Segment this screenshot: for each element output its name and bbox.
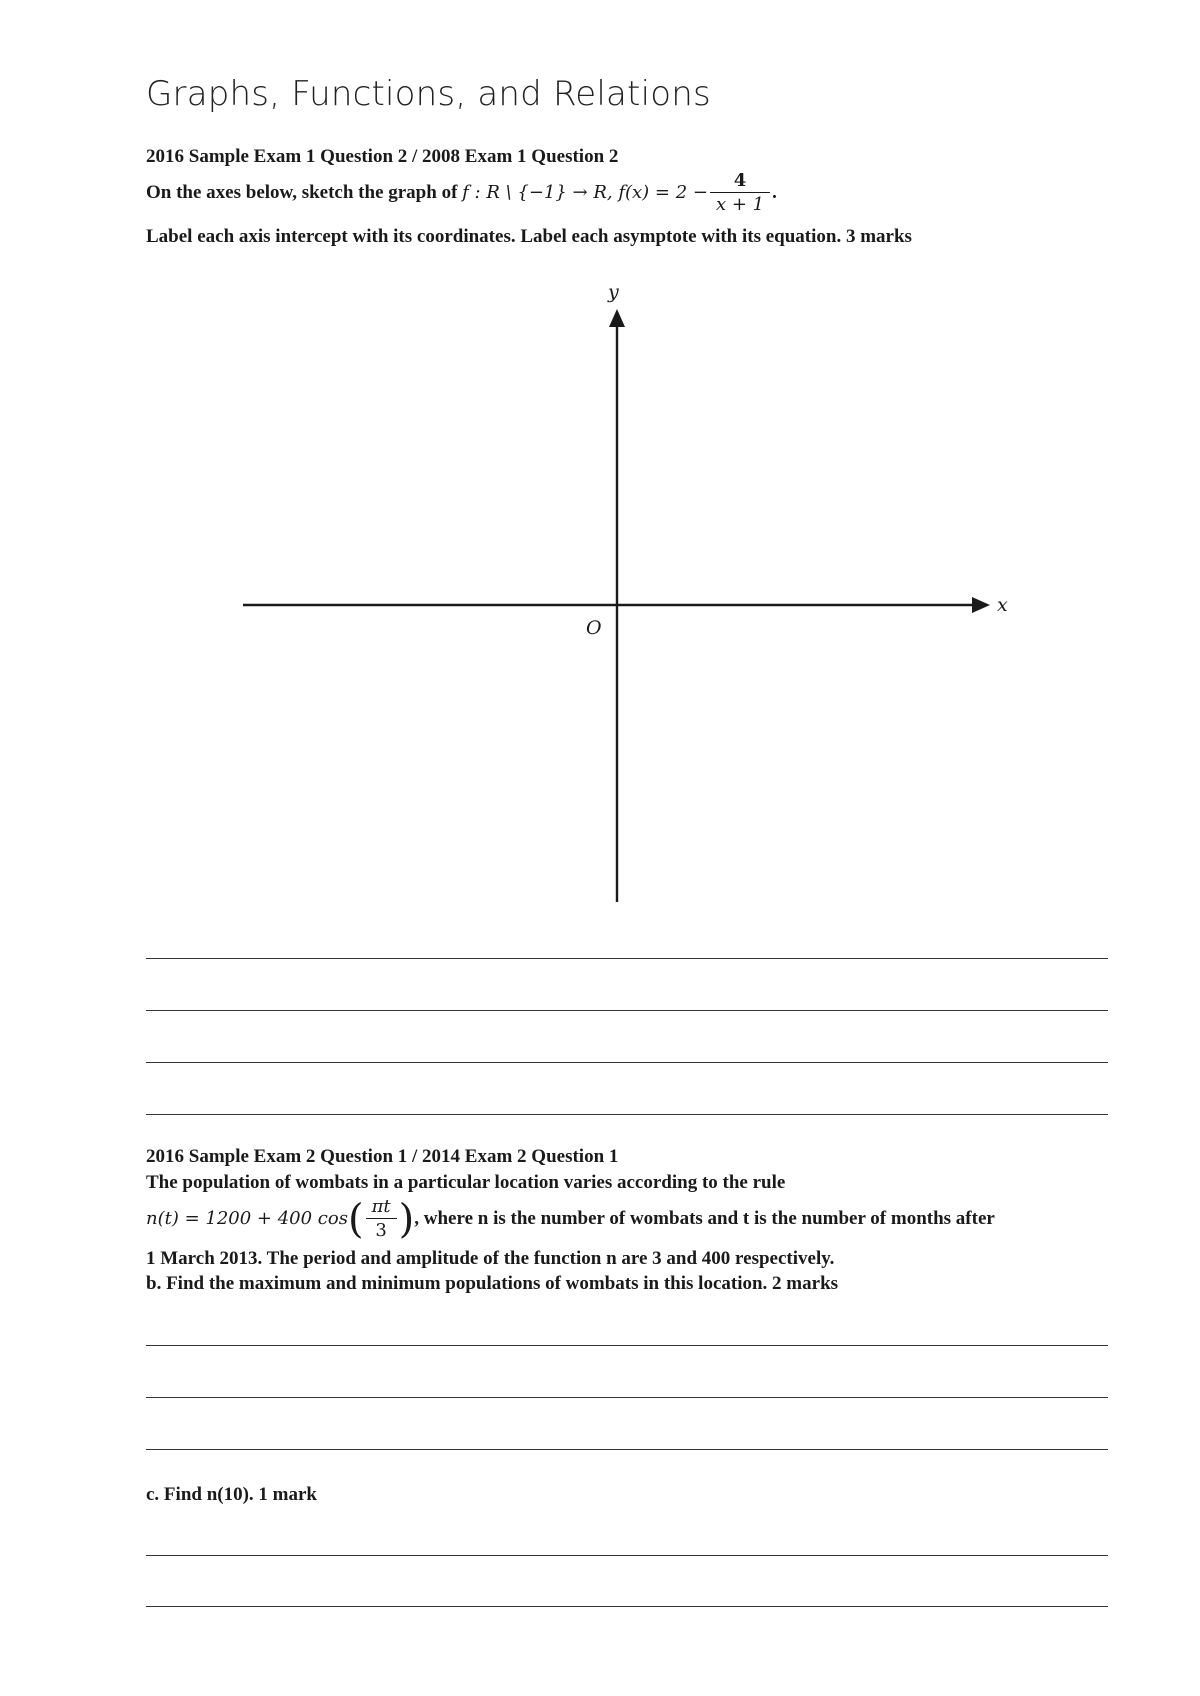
answer-line[interactable] — [146, 1062, 1108, 1063]
question2-context: 1 March 2013. The period and amplitude of the function n are 3 and 400 respectively. — [146, 1248, 835, 1269]
answer-line[interactable] — [146, 1555, 1108, 1556]
question1-fraction-denominator: x + 1 — [710, 192, 770, 217]
question2-rule — [146, 1196, 995, 1243]
question2-heading: 2016 Sample Exam 2 Question 1 / 2014 Exam 2 Question 1 — [146, 1146, 619, 1167]
question1-prompt-suffix: . — [772, 181, 777, 203]
question2-rule-fraction-denominator: 3 — [366, 1218, 397, 1243]
question2-rule-tail: , where n is the number of wombats and t is the number of months after — [414, 1207, 995, 1229]
answer-line[interactable] — [146, 1449, 1108, 1450]
answer-line[interactable] — [146, 1010, 1108, 1011]
question1-prompt-prefix: On the axes below, sketch the graph of — [146, 181, 463, 203]
question1-heading: 2016 Sample Exam 1 Question 2 / 2008 Exam 1 Question 2 — [146, 146, 619, 167]
y-axis-label: y — [608, 281, 619, 303]
origin-label: O — [586, 617, 602, 639]
answer-line[interactable] — [146, 1606, 1108, 1607]
x-axis-label: x — [997, 594, 1008, 616]
left-paren: ( — [347, 1196, 364, 1243]
question1-function-definition: f : R \ {−1} → R, f(x) = 2 − — [462, 181, 708, 203]
answer-line[interactable] — [146, 1397, 1108, 1398]
answer-line[interactable] — [146, 1114, 1108, 1115]
question2-part-c: c. Find n(10). 1 mark — [146, 1484, 317, 1505]
question2-intro: The population of wombats in a particular location varies according to the rule — [146, 1172, 786, 1193]
x-axis-arrowhead — [972, 597, 990, 613]
question2-rule-fraction — [366, 1196, 397, 1243]
right-paren: ) — [398, 1196, 415, 1243]
answer-line[interactable] — [146, 958, 1108, 959]
question2-rule-fraction-numerator: πt — [371, 1196, 391, 1217]
page-title: Graphs, Functions, and Relations — [146, 74, 711, 114]
question2-part-b: b. Find the maximum and minimum populations of wombats in this location. 2 marks — [146, 1273, 839, 1294]
question2-rule-lhs: n(t) = 1200 + 400 cos — [146, 1207, 348, 1229]
question1-fraction-numerator: 4 — [733, 170, 747, 191]
y-axis-arrowhead — [609, 309, 625, 327]
answer-line[interactable] — [146, 1345, 1108, 1346]
question1-instruction: Label each axis intercept with its coordinates. Label each asymptote with its equation. 3 marks — [146, 226, 912, 247]
